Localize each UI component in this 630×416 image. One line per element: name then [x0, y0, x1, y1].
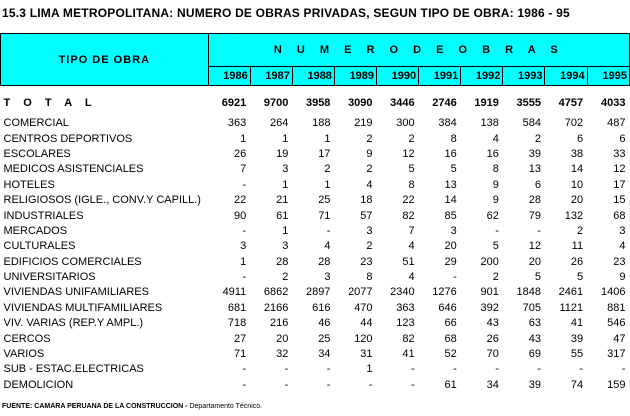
- value-cell: 1919: [474, 96, 499, 109]
- table-header: [1, 34, 630, 86]
- value-cell: -: [242, 224, 247, 237]
- value-cell: 5: [534, 271, 541, 284]
- value-cell: -: [410, 378, 415, 391]
- value-cell: 132: [564, 209, 584, 222]
- value-cell: 13: [444, 178, 457, 191]
- value-cell: 3: [366, 224, 373, 237]
- value-cell: 3: [450, 224, 457, 237]
- value-cell: 2077: [348, 286, 373, 299]
- row-label: T O T A L: [3, 96, 97, 109]
- value-cell: -: [453, 363, 457, 376]
- value-cell: 8: [366, 271, 373, 284]
- value-cell: 47: [613, 332, 626, 345]
- value-cell: 9: [619, 271, 626, 284]
- value-cell: 34: [486, 378, 499, 391]
- value-cell: 8: [492, 163, 499, 176]
- value-cell: 1: [366, 363, 373, 376]
- table-row: [1, 331, 630, 346]
- year-header-cell: 1987: [250, 67, 292, 86]
- value-cell: 4: [619, 240, 626, 253]
- value-cell: 20: [528, 255, 541, 268]
- value-cell: 6: [534, 178, 541, 191]
- table-body: [1, 86, 630, 394]
- page-title: 15.3 LIMA METROPOLITANA: NUMERO DE OBRAS PRIVADAS, SEGUN TIPO DE OBRA: 1986 - 95: [2, 6, 570, 20]
- obras-table: [0, 33, 630, 393]
- value-cell: 82: [402, 209, 415, 222]
- value-cell: 52: [444, 348, 457, 361]
- value-cell: 41: [402, 348, 415, 361]
- value-cell: 55: [570, 348, 584, 361]
- value-cell: 51: [402, 255, 415, 268]
- row-label: ESCOLARES: [3, 147, 71, 160]
- value-cell: 1: [282, 178, 289, 191]
- table-row: [1, 239, 630, 254]
- row-label: CENTROS DEPORTIVOS: [3, 132, 133, 145]
- row-label: MEDICOS ASISTENCIALES: [3, 163, 144, 176]
- source-footnote: [2, 403, 262, 410]
- numero-de-obras-header: N U M E R O D E O B R A S: [208, 34, 629, 67]
- value-cell: 85: [444, 209, 457, 222]
- row-label: UNIVERSITARIOS: [3, 271, 96, 284]
- value-cell: 470: [354, 301, 373, 314]
- value-cell: 11: [571, 240, 584, 253]
- value-cell: 2: [366, 240, 373, 253]
- row-label: COMERCIAL: [3, 117, 69, 130]
- value-cell: 82: [402, 332, 415, 345]
- value-cell: 44: [360, 317, 373, 330]
- value-cell: 300: [396, 117, 415, 130]
- value-cell: 74: [570, 378, 584, 391]
- value-cell: 487: [607, 117, 626, 130]
- table-row: [1, 193, 630, 208]
- value-cell: 28: [276, 255, 289, 268]
- value-cell: 2746: [432, 96, 457, 109]
- value-cell: 10: [570, 178, 584, 191]
- value-cell: 32: [276, 348, 289, 361]
- value-cell: 20: [444, 240, 457, 253]
- value-cell: -: [284, 363, 289, 376]
- value-cell: -: [326, 363, 331, 376]
- value-cell: 3: [324, 271, 331, 284]
- value-cell: 901: [480, 286, 499, 299]
- value-cell: 363: [396, 301, 415, 314]
- row-label: CERCOS: [3, 332, 51, 345]
- value-cell: 2461: [558, 286, 584, 299]
- value-cell: -: [621, 363, 626, 376]
- value-cell: 57: [360, 209, 373, 222]
- value-cell: -: [242, 271, 247, 284]
- row-label: EDIFICIOS COMERCIALES: [3, 255, 142, 268]
- row-label: RELIGIOSOS (IGLE., CONV.Y CAPILL.): [3, 194, 201, 207]
- value-cell: 15: [613, 194, 626, 207]
- row-label: DEMOLICION: [3, 378, 74, 391]
- row-label: MERCADOS: [3, 224, 68, 237]
- table-row: [1, 162, 630, 177]
- value-cell: 8: [408, 178, 415, 191]
- value-cell: -: [242, 363, 247, 376]
- value-cell: 2: [534, 132, 541, 145]
- row-label: VIVIENDAS MULTIFAMILIARES: [3, 301, 163, 314]
- value-cell: 71: [318, 209, 331, 222]
- value-cell: 9: [492, 178, 499, 191]
- value-cell: 70: [486, 348, 499, 361]
- value-cell: 6: [576, 132, 584, 145]
- value-cell: 61: [276, 209, 289, 222]
- value-cell: 4033: [601, 96, 626, 109]
- value-cell: 1: [240, 255, 247, 268]
- value-cell: 14: [444, 194, 457, 207]
- table-row: [1, 301, 630, 316]
- value-cell: 4: [408, 240, 415, 253]
- table-row: [1, 378, 630, 393]
- year-header-cell: 1993: [503, 67, 545, 86]
- value-cell: 216: [269, 317, 289, 330]
- value-cell: 17: [613, 178, 626, 191]
- value-cell: 702: [564, 117, 584, 130]
- value-cell: -: [410, 363, 415, 376]
- value-cell: 384: [438, 117, 457, 130]
- row-label: SUB - ESTAC.ELECTRICAS: [3, 363, 144, 376]
- value-cell: 16: [486, 147, 499, 160]
- value-cell: 4: [492, 132, 499, 145]
- table-row: [1, 224, 630, 239]
- source-department: Departamento Técnico.: [189, 403, 263, 410]
- row-label: CULTURALES: [3, 240, 76, 253]
- value-cell: 1121: [559, 301, 584, 314]
- value-cell: 20: [276, 332, 289, 345]
- value-cell: 34: [318, 348, 331, 361]
- value-cell: 14: [570, 163, 584, 176]
- value-cell: 219: [354, 117, 373, 130]
- value-cell: 9: [492, 194, 499, 207]
- row-label: VARIOS: [3, 348, 45, 361]
- value-cell: 5: [576, 271, 584, 284]
- value-cell: 22: [233, 194, 247, 207]
- value-cell: 1276: [432, 286, 457, 299]
- value-cell: 2166: [263, 301, 289, 314]
- value-cell: 7: [240, 163, 247, 176]
- value-cell: 6862: [263, 286, 289, 299]
- value-cell: -: [495, 224, 499, 237]
- value-cell: 23: [613, 255, 626, 268]
- value-cell: 4911: [222, 286, 247, 299]
- value-cell: 546: [607, 317, 626, 330]
- table-row: [1, 347, 630, 362]
- value-cell: 2340: [390, 286, 415, 299]
- value-cell: 2: [282, 271, 289, 284]
- value-cell: 2: [324, 163, 331, 176]
- value-cell: 79: [528, 209, 541, 222]
- value-cell: 21: [276, 194, 289, 207]
- value-cell: 23: [360, 255, 373, 268]
- value-cell: 718: [227, 317, 247, 330]
- value-cell: 6: [619, 132, 626, 145]
- value-cell: -: [242, 378, 247, 391]
- value-cell: 7: [408, 224, 415, 237]
- value-cell: 3555: [516, 96, 541, 109]
- table-row: [1, 255, 630, 270]
- value-cell: 68: [613, 209, 626, 222]
- value-cell: 38: [570, 147, 584, 160]
- table-row: [1, 208, 630, 223]
- value-cell: 363: [227, 117, 247, 130]
- value-cell: 43: [528, 332, 541, 345]
- value-cell: 16: [444, 147, 457, 160]
- value-cell: 61: [444, 378, 457, 391]
- value-cell: 4757: [558, 96, 584, 109]
- table-row: [1, 147, 630, 162]
- value-cell: 12: [528, 240, 541, 253]
- value-cell: 4: [324, 240, 331, 253]
- value-cell: 8: [450, 132, 457, 145]
- value-cell: 2: [492, 271, 499, 284]
- value-cell: 120: [354, 332, 373, 345]
- value-cell: 25: [318, 194, 331, 207]
- value-cell: 33: [613, 147, 626, 160]
- value-cell: 3: [619, 224, 626, 237]
- value-cell: 3: [282, 163, 289, 176]
- value-cell: -: [495, 363, 499, 376]
- value-cell: -: [368, 378, 373, 391]
- row-label: VIVIENDAS UNIFAMILIARES: [3, 286, 149, 299]
- value-cell: 13: [528, 163, 541, 176]
- value-cell: 1: [324, 178, 331, 191]
- value-cell: 4: [408, 271, 415, 284]
- value-cell: 63: [528, 317, 541, 330]
- value-cell: 2: [366, 132, 373, 145]
- value-cell: 19: [276, 147, 289, 160]
- value-cell: 264: [269, 117, 289, 130]
- value-cell: -: [537, 363, 541, 376]
- value-cell: 200: [480, 255, 499, 268]
- year-header-cell: 1990: [377, 67, 419, 86]
- value-cell: 2: [576, 224, 584, 237]
- value-cell: 12: [613, 163, 626, 176]
- value-cell: 66: [444, 317, 457, 330]
- value-cell: -: [242, 178, 247, 191]
- value-cell: 28: [528, 194, 541, 207]
- value-cell: 5: [408, 163, 415, 176]
- value-cell: 138: [480, 117, 499, 130]
- value-cell: 71: [233, 348, 247, 361]
- value-cell: 12: [402, 147, 415, 160]
- table-row: [1, 116, 630, 131]
- table-row: [1, 178, 630, 193]
- value-cell: 188: [312, 117, 331, 130]
- year-header-cell: 1988: [292, 67, 334, 86]
- source-label: FUENTE: CAMARA PERUANA DE LA CONSTRUCCION -: [2, 403, 190, 410]
- value-cell: 22: [402, 194, 415, 207]
- value-cell: 68: [444, 332, 457, 345]
- value-cell: 39: [570, 332, 584, 345]
- total-row: [1, 94, 630, 111]
- value-cell: 159: [607, 378, 626, 391]
- value-cell: 1: [282, 132, 289, 145]
- value-cell: 881: [607, 301, 626, 314]
- value-cell: 46: [318, 317, 331, 330]
- value-cell: 616: [312, 301, 331, 314]
- value-cell: 705: [522, 301, 541, 314]
- value-cell: 1: [324, 132, 331, 145]
- value-cell: 39: [528, 378, 541, 391]
- value-cell: 26: [486, 332, 499, 345]
- value-cell: 3: [282, 240, 289, 253]
- value-cell: 9700: [263, 96, 289, 109]
- row-label: VIV. VARIAS (REP.Y AMPL.): [3, 317, 144, 330]
- value-cell: -: [537, 224, 541, 237]
- year-header-cell: 1991: [419, 67, 461, 86]
- value-cell: -: [453, 271, 457, 284]
- value-cell: 39: [528, 147, 541, 160]
- table-row: [1, 316, 630, 331]
- value-cell: -: [326, 378, 331, 391]
- value-cell: 18: [360, 194, 373, 207]
- value-cell: 5: [492, 240, 499, 253]
- tipo-de-obra-header: TIPO DE OBRA: [1, 34, 209, 86]
- value-cell: 20: [570, 194, 584, 207]
- year-header-cell: 1986: [208, 67, 250, 86]
- value-cell: 9: [366, 147, 373, 160]
- value-cell: 2: [366, 163, 373, 176]
- value-cell: 6921: [221, 96, 247, 109]
- value-cell: 2897: [305, 286, 331, 299]
- year-header-cell: 1992: [461, 67, 503, 86]
- value-cell: 3090: [348, 96, 373, 109]
- year-header-cell: 1994: [545, 67, 587, 86]
- value-cell: 26: [233, 147, 247, 160]
- value-cell: 1: [240, 132, 247, 145]
- value-cell: 392: [480, 301, 499, 314]
- value-cell: 25: [318, 332, 331, 345]
- value-cell: 26: [570, 255, 584, 268]
- value-cell: 27: [233, 332, 247, 345]
- table-row: [1, 270, 630, 285]
- value-cell: 584: [522, 117, 541, 130]
- value-cell: 2: [408, 132, 415, 145]
- value-cell: 646: [438, 301, 457, 314]
- value-cell: 69: [528, 348, 541, 361]
- year-header-cell: 1989: [334, 67, 376, 86]
- value-cell: 31: [360, 348, 373, 361]
- value-cell: 317: [607, 348, 626, 361]
- value-cell: 62: [486, 209, 499, 222]
- obras-table-container: [0, 33, 630, 393]
- value-cell: 5: [450, 163, 457, 176]
- row-spacer: [1, 86, 630, 95]
- value-cell: 41: [570, 317, 584, 330]
- table-row: [1, 362, 630, 377]
- value-cell: 28: [318, 255, 331, 268]
- table-row: [1, 285, 630, 300]
- value-cell: 90: [233, 209, 247, 222]
- value-cell: 43: [486, 317, 499, 330]
- table-row: [1, 131, 630, 146]
- value-cell: 1406: [601, 286, 626, 299]
- value-cell: 1: [282, 224, 289, 237]
- value-cell: 3: [240, 240, 247, 253]
- row-label: HOTELES: [3, 178, 55, 191]
- value-cell: -: [579, 363, 584, 376]
- year-header-cell: 1995: [587, 67, 629, 86]
- value-cell: 123: [396, 317, 415, 330]
- value-cell: -: [284, 378, 289, 391]
- value-cell: 1848: [516, 286, 541, 299]
- value-cell: 3958: [305, 96, 331, 109]
- value-cell: 4: [366, 178, 373, 191]
- value-cell: -: [326, 224, 331, 237]
- value-cell: 3446: [390, 96, 415, 109]
- value-cell: 17: [318, 147, 331, 160]
- value-cell: 681: [227, 301, 247, 314]
- value-cell: 29: [444, 255, 457, 268]
- row-label: INDUSTRIALES: [3, 209, 84, 222]
